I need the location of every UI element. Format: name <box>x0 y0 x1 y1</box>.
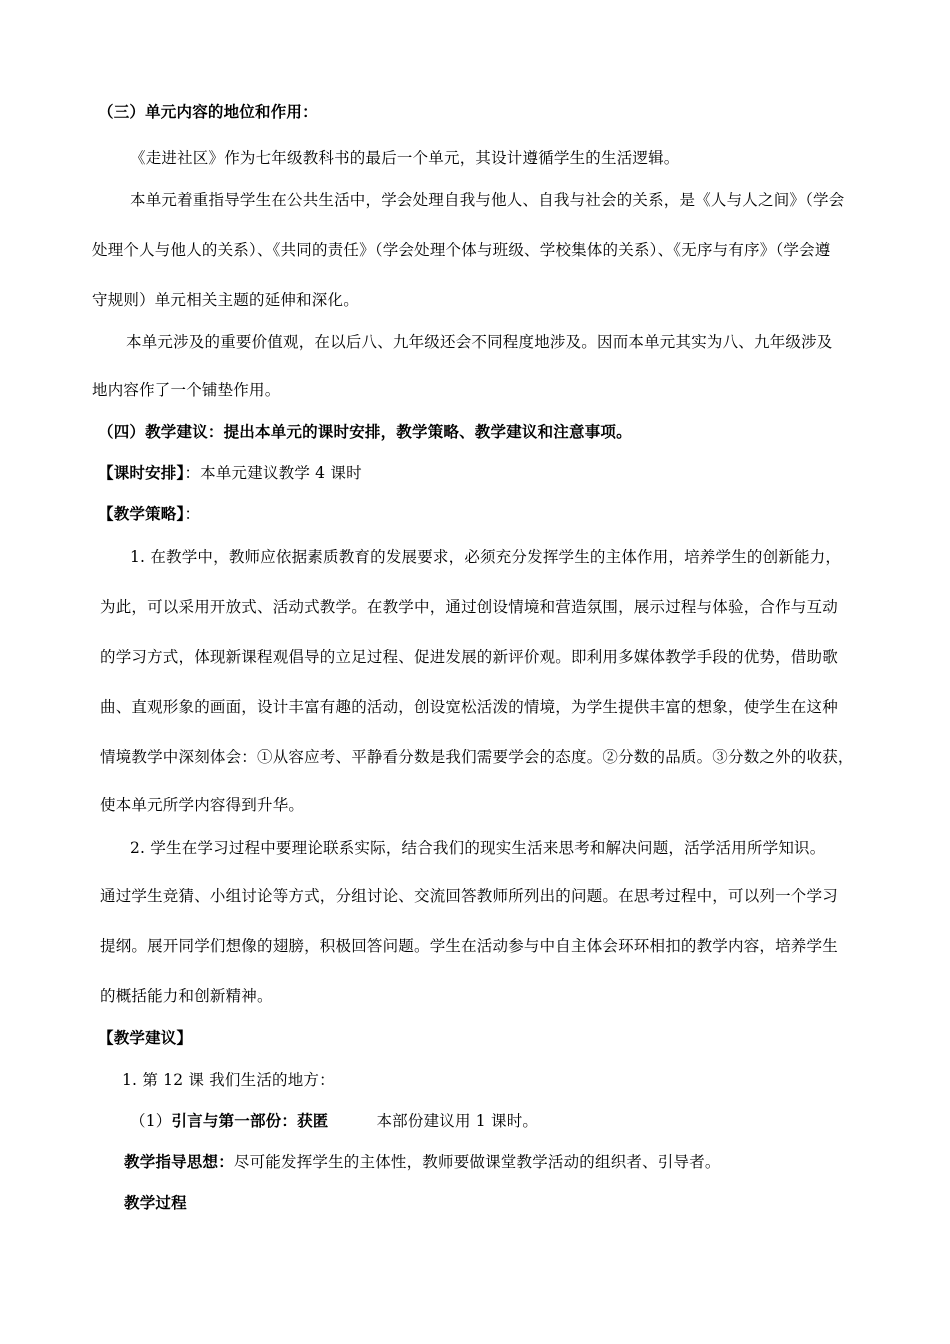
advice-label: 【教学建议】 <box>98 1029 193 1047</box>
part-1-prefix: （1） <box>130 1112 172 1130</box>
strategy-line <box>98 502 200 524</box>
section3-heading: （三）单元内容的地位和作用： <box>98 103 318 121</box>
section3-paragraph-3-line-1: 本单元涉及的重要价值观，在以后八、九年级还会不同程度地涉及。因而本单元其实为八、九年级涉及 <box>126 333 833 351</box>
section4-heading: （四）教学建议：提出本单元的课时安排，教学策略、教学建议和注意事项。 <box>98 423 632 441</box>
section3-paragraph-2-line-3: 守规则）单元相关主题的延伸和深化。 <box>92 291 359 309</box>
guide-line <box>124 1150 721 1172</box>
strategy-1-line-3: 的学习方式，体现新课程观倡导的立足过程、促进发展的新评价观。即利用多媒体教学手段的优势，借助歌 <box>100 648 838 666</box>
process-label: 教学过程 <box>124 1194 187 1212</box>
strategy-1-line-5: 情境教学中深刻体会：①从容应考、平静看分数是我们需要学会的态度。②分数的品质。③分数之外的收获， <box>100 748 854 766</box>
strategy-1-line-4: 曲、直观形象的画面，设计丰富有趣的活动，创设宽松活泼的情境，为学生提供丰富的想象，使学生在这种 <box>100 698 838 716</box>
schedule-text: ：本单元建议教学 4 课时 <box>184 464 362 482</box>
strategy-1-line-6: 使本单元所学内容得到升华。 <box>100 796 305 814</box>
section3-paragraph-1: 《走进社区》作为七年级教科书的最后一个单元，其设计遵循学生的生活逻辑。 <box>130 149 680 167</box>
schedule-line <box>98 461 362 483</box>
lesson-12-line: 1. 第 12 课 我们生活的地方： <box>122 1071 335 1089</box>
section3-paragraph-3-line-2: 地内容作了一个铺垫作用。 <box>92 381 281 399</box>
strategy-1-line-2: 为此，可以采用开放式、活动式教学。在教学中，通过创设情境和营造氛围，展示过程与体验，合作与互动 <box>100 598 838 616</box>
strategy-2-line-3: 提纲。展开同学们想像的翅膀，积极回答问题。学生在活动参与中自主体会环环相扣的教学内容，培养学生 <box>100 937 838 955</box>
part-1-title: 引言与第一部份：获匿 <box>171 1112 329 1130</box>
part-1-line <box>130 1109 538 1131</box>
strategy-2-line-4: 的概括能力和创新精神。 <box>100 987 273 1005</box>
section3-paragraph-2-line-2: 处理个人与他人的关系）、《共同的责任》（学会处理个体与班级、学校集体的关系）、《无序与有序》（学会遵 <box>92 241 831 259</box>
part-1-text: 本部份建议用 1 课时。 <box>376 1112 539 1130</box>
strategy-label: 【教学策略】 <box>98 505 185 523</box>
strategy-colon: ： <box>184 505 201 523</box>
strategy-2-line-1: 2. 学生在学习过程中要理论联系实际，结合我们的现实生活来思考和解决问题，活学活用所学知识。 <box>130 839 826 857</box>
guide-label: 教学指导思想： <box>124 1153 234 1171</box>
guide-text: 尽可能发挥学生的主体性，教师要做课堂教学活动的组织者、引导者。 <box>233 1153 721 1171</box>
strategy-1-line-1: 1. 在教学中，教师应依据素质教育的发展要求，必须充分发挥学生的主体作用，培养学生的创新能力， <box>130 548 842 566</box>
strategy-2-line-2: 通过学生竞猜、小组讨论等方式，分组讨论、交流回答教师所列出的问题。在思考过程中，可以列一个学习 <box>100 887 838 905</box>
schedule-label: 【课时安排】 <box>98 464 185 482</box>
section3-paragraph-2-line-1: 本单元着重指导学生在公共生活中，学会处理自我与他人、自我与社会的关系，是《人与人之间》（学会 <box>130 191 845 209</box>
